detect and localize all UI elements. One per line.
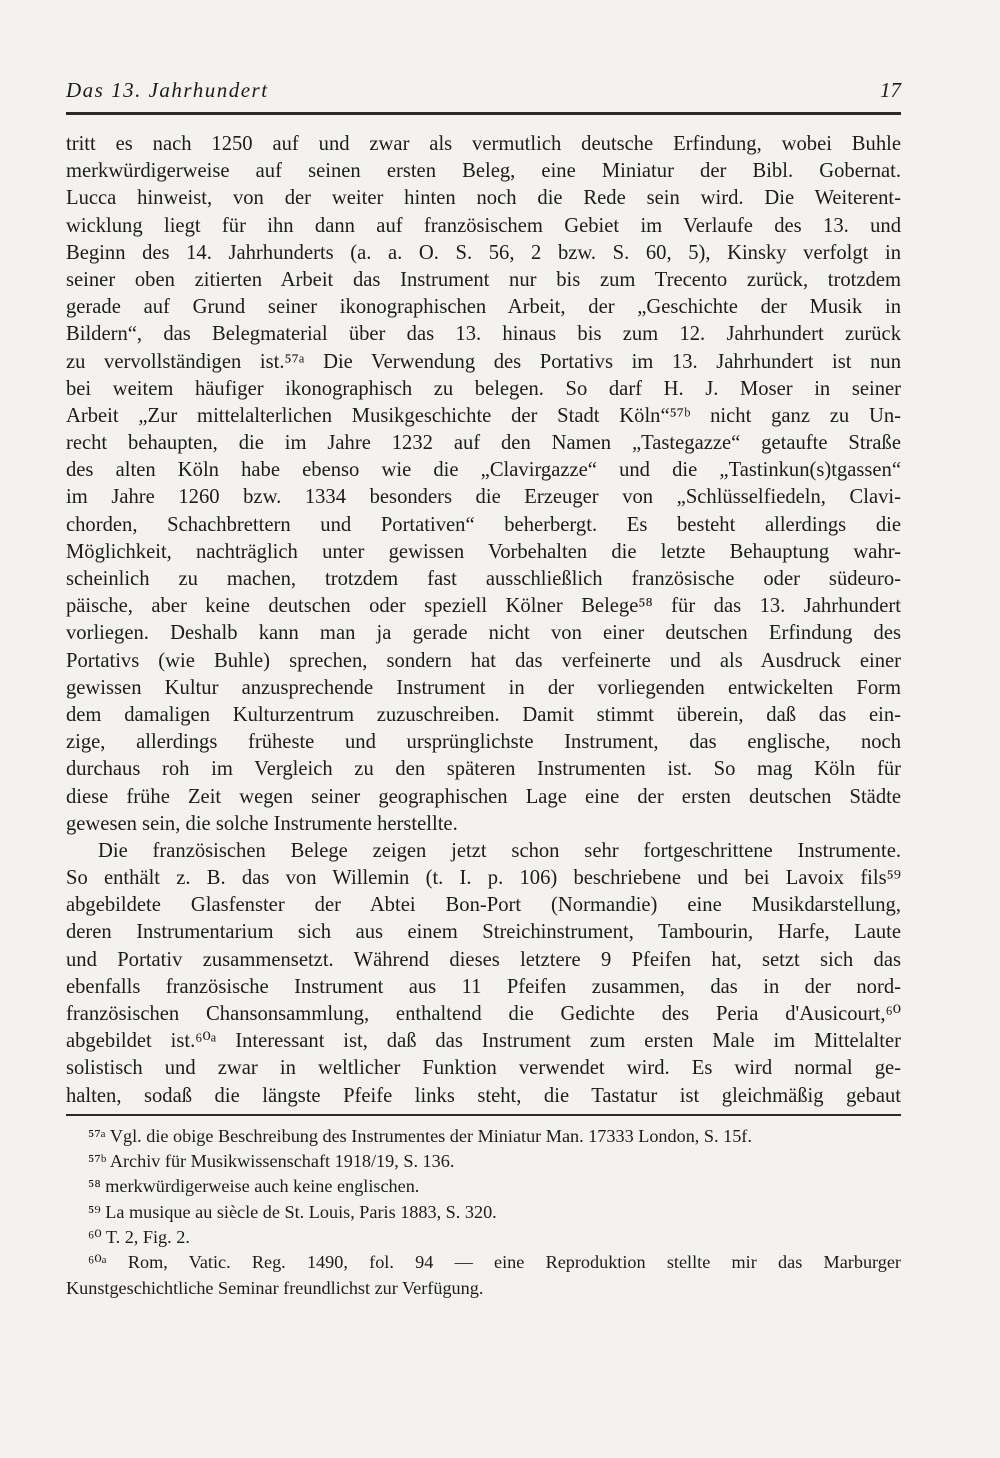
paragraph-end-line: gewesen sein, die solche Instrumente herstellte. — [66, 812, 458, 835]
text-line: solistisch und zwar in weltlicher Funktion verwendet wird. Es wird normal ge- — [66, 1057, 901, 1080]
text-line: Beginn des 14. Jahrhunderts (a. a. O. S. 56, 2 bzw. S. 60, 5), Kinsky verfolgt in — [66, 241, 901, 264]
text-line: Möglichkeit, nachträglich unter gewissen Vorbehalten die letzte Behauptung wahr- — [66, 540, 901, 563]
text-line: chorden, Schachbrettern und Portativen“ beherbergt. Es besteht allerdings die — [66, 513, 901, 536]
footnotes — [66, 1124, 901, 1301]
running-head — [66, 78, 901, 112]
text-line: deren Instrumentarium sich aus einem Streichinstrument, Tambourin, Harfe, Laute — [66, 921, 901, 944]
text-line: Portativs (wie Buhle) sprechen, sondern hat das verfeinerte und als Ausdruck einer — [66, 649, 901, 672]
text-line: päische, aber keine deutschen oder speziell Kölner Belege⁵⁸ für das 13. Jahrhundert — [66, 595, 901, 618]
chapter-title: Das 13. Jahrhundert — [66, 78, 269, 102]
text-line: diese frühe Zeit wegen seiner geographischen Lage eine der ersten deutschen Städte — [66, 785, 901, 808]
paragraph-start-line: Die französischen Belege zeigen jetzt schon sehr fortgeschrittene Instrumente. — [98, 839, 901, 862]
header-rule — [66, 112, 901, 115]
text-line: zige, allerdings früheste und ursprünglichste Instrument, das englische, noch — [66, 731, 901, 754]
footnote-59: ⁵⁹ La musique au siècle de St. Louis, Paris 1883, S. 320. — [88, 1201, 497, 1222]
text-line: dem damaligen Kulturzentrum zuzuschreiben. Damit stimmt überein, daß das ein- — [66, 703, 901, 726]
text-line: recht behaupten, die im Jahre 1232 auf den Namen „Tastegazze“ getaufte Straße — [66, 432, 901, 455]
text-line: abgebildete Glasfenster der Abtei Bon-Port (Normandie) eine Musikdarstellung, — [66, 894, 901, 917]
text-line: Bildern“, das Belegmaterial über das 13. hinaus bis zum 12. Jahrhundert zurück — [66, 323, 901, 346]
text-line: Lucca hinweist, von der weiter hinten noch die Rede sein wird. Die Weiterent- — [66, 187, 901, 210]
body-text — [66, 131, 901, 1110]
text-line: des alten Köln habe ebenso wie die „Clavirgazze“ und die „Tastinkun(s)tgassen“ — [66, 459, 901, 482]
text-line: ebenfalls französische Instrument aus 11 Pfeifen zusammen, das in der nord- — [66, 975, 901, 998]
text-line: französischen Chansonsammlung, enthaltend die Gedichte des Peria d'Ausicourt,⁶⁰ — [66, 1003, 901, 1025]
text-line: und Portativ zusammensetzt. Während dieses letztere 9 Pfeifen hat, setzt sich das — [66, 948, 901, 971]
text-line: So enthält z. B. das von Willemin (t. I. p. 106) beschriebene und bei Lavoix fils⁵⁹ — [66, 867, 901, 890]
book-page — [66, 78, 901, 1301]
text-line: merkwürdigerweise auf seinen ersten Beleg, eine Miniatur der Bibl. Gobernat. — [66, 160, 901, 183]
page-number: 17 — [880, 78, 901, 102]
text-line: gerade auf Grund seiner ikonographischen Arbeit, der „Geschichte der Musik in — [66, 296, 901, 319]
text-line: gewissen Kultur anzusprechende Instrument in der vorliegenden entwickelten Form — [66, 676, 901, 699]
footnote-rule — [66, 1114, 901, 1116]
footnote-57a: ⁵⁷ᵃ Vgl. die obige Beschreibung des Instrumentes der Miniatur Man. 17333 London, S. 15f. — [88, 1125, 752, 1146]
text-line: wicklung liegt für ihn dann auf französischem Gebiet im Verlaufe des 13. und — [66, 214, 901, 237]
footnote-60a-continuation: Kunstgeschichtliche Seminar freundlichst zur Verfügung. — [66, 1277, 484, 1298]
text-line: vorliegen. Deshalb kann man ja gerade nicht von einer deutschen Erfindung des — [66, 622, 901, 645]
footnote-60: ⁶⁰ T. 2, Fig. 2. — [88, 1226, 190, 1247]
text-line: scheinlich zu machen, trotzdem fast ausschließlich französische oder südeuro- — [66, 568, 901, 590]
text-line: Arbeit „Zur mittelalterlichen Musikgeschichte der Stadt Köln“⁵⁷ᵇ nicht ganz zu Un- — [66, 404, 901, 427]
text-line: durchaus roh im Vergleich zu den späteren Instrumenten ist. So mag Köln für — [66, 758, 901, 781]
text-line: zu vervollständigen ist.⁵⁷ᵃ Die Verwendung des Portativs im 13. Jahrhundert ist nun — [66, 350, 901, 373]
footnote-58: ⁵⁸ merkwürdigerweise auch keine englischen. — [88, 1176, 420, 1197]
footnote-57b: ⁵⁷ᵇ Archiv für Musikwissenschaft 1918/19, S. 136. — [88, 1151, 455, 1172]
text-line: halten, sodaß die längste Pfeife links steht, die Tastatur ist gleichmäßig gebaut — [66, 1084, 901, 1107]
text-line: bei weitem häufiger ikonographisch zu belegen. So darf H. J. Moser in seiner — [66, 377, 901, 400]
footnote-60a: ⁶⁰ᵃ Rom, Vatic. Reg. 1490, fol. 94 — eine Reproduktion stellte mir das Marburger — [88, 1252, 901, 1273]
text-line: abgebildet ist.⁶⁰ᵃ Interessant ist, daß das Instrument zum ersten Male im Mittelalter — [66, 1030, 901, 1053]
text-line: seiner oben zitierten Arbeit das Instrument nur bis zum Trecento zurück, trotzdem — [66, 268, 901, 291]
text-line: tritt es nach 1250 auf und zwar als vermutlich deutsche Erfindung, wobei Buhle — [66, 133, 901, 155]
text-line: im Jahre 1260 bzw. 1334 besonders die Erzeuger von „Schlüsselfiedeln, Clavi- — [66, 486, 901, 509]
